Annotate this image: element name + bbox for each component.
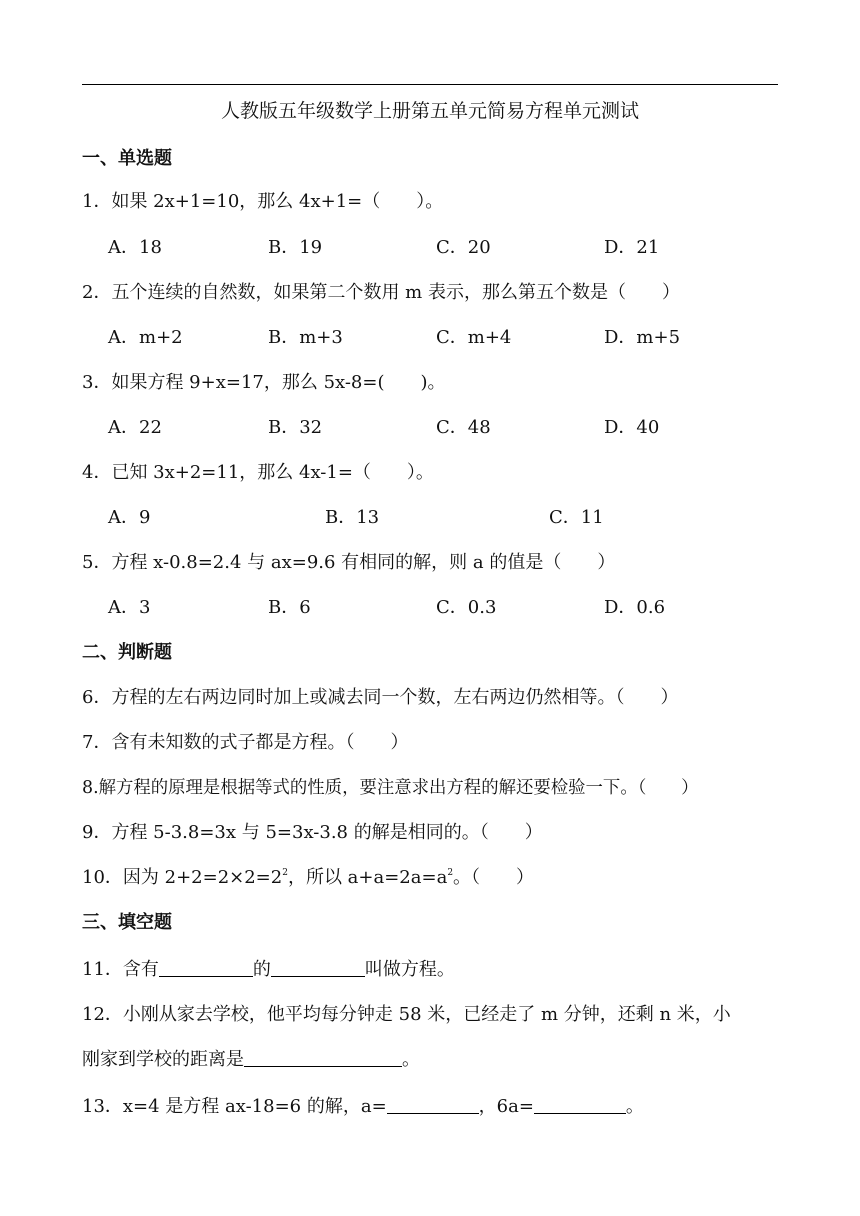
question-5: 5．方程 x-0.8=2.4 与 ax=9.6 有相同的解，则 a 的值是（ ）: [82, 552, 616, 573]
answer-blank[interactable]: [534, 1095, 626, 1114]
option-b: B．6: [268, 597, 311, 618]
question-11-part: 的: [252, 959, 271, 980]
option-d: D．40: [604, 417, 660, 438]
question-11-part: 11．含有: [82, 959, 159, 980]
option-b: B．32: [268, 417, 323, 438]
section-heading-single-choice: 一、单选题: [82, 148, 172, 169]
answer-blank[interactable]: [271, 958, 365, 977]
option-a: A．9: [108, 507, 151, 528]
question-5-options: [108, 593, 788, 617]
question-2-options: [108, 323, 788, 347]
question-7: 7．含有未知数的式子都是方程。（ ）: [82, 732, 409, 753]
option-a: A．3: [108, 597, 151, 618]
question-13-part: 13．x=4 是方程 ax-18=6 的解，a=: [82, 1096, 387, 1117]
question-4: 4．已知 3x+2=11，那么 4x-1=（ ）。: [82, 462, 434, 483]
question-1-options: [108, 233, 788, 257]
option-c: C．0.3: [436, 597, 497, 618]
question-12-line-2: [82, 1045, 420, 1071]
question-9: 9．方程 5-3.8=3x 与 5=3x-3.8 的解是相同的。（ ）: [82, 822, 543, 843]
question-10-part: 。（ ）: [453, 867, 535, 888]
option-a: A．m+2: [108, 327, 183, 348]
superscript: 2: [282, 868, 288, 878]
question-10-part: ，所以 a+a=2a=a: [287, 867, 448, 888]
question-13-part: 。: [625, 1096, 644, 1117]
superscript: 2: [447, 868, 454, 878]
option-d: D．0.6: [604, 597, 666, 618]
option-a: A．22: [108, 417, 162, 438]
question-11-part: 叫做方程。: [364, 959, 455, 980]
page-title: 人教版五年级数学上册第五单元简易方程单元测试: [220, 100, 639, 122]
question-13-part: ，6a=: [478, 1096, 534, 1117]
answer-blank[interactable]: [159, 958, 253, 977]
question-6: 6．方程的左右两边同时加上或减去同一个数，左右两边仍然相等。（ ）: [82, 687, 679, 708]
option-c: C．20: [436, 237, 491, 258]
question-12-part: 刚家到学校的距离是: [82, 1049, 244, 1070]
answer-blank[interactable]: [387, 1095, 479, 1114]
option-a: A．18: [108, 237, 162, 258]
option-c: C．m+4: [436, 327, 512, 348]
option-d: D．21: [604, 237, 660, 258]
option-b: B．m+3: [268, 327, 343, 348]
option-b: B．19: [268, 237, 323, 258]
question-12-part: 。: [402, 1049, 420, 1070]
question-10-part: 10．因为 2+2=2×2=2: [82, 867, 283, 888]
question-11: [82, 955, 455, 981]
question-12-line-1: 12．小刚从家去学校，他平均每分钟走 58 米，已经走了 m 分钟，还剩 n 米，小: [82, 1004, 731, 1025]
section-heading-true-false: 二、判断题: [82, 642, 172, 663]
header-rule: [82, 84, 778, 85]
question-1: 1．如果 2x+1=10，那么 4x+1=（ ）。: [82, 191, 444, 212]
question-2: 2．五个连续的自然数，如果第二个数用 m 表示，那么第五个数是（ ）: [82, 282, 680, 303]
section-heading-fill-blank: 三、填空题: [82, 912, 172, 933]
question-10: [82, 863, 534, 889]
option-c: C．11: [549, 507, 604, 528]
option-d: D．m+5: [604, 327, 681, 348]
question-3-options: [108, 413, 788, 437]
question-4-options: [108, 503, 788, 527]
option-c: C．48: [436, 417, 491, 438]
question-13: [82, 1092, 644, 1118]
option-b: B．13: [325, 507, 380, 528]
answer-blank[interactable]: [244, 1048, 402, 1067]
question-3: 3．如果方程 9+x=17，那么 5x-8=( )。: [82, 372, 446, 393]
question-8: 8.解方程的原理是根据等式的性质，要注意求出方程的解还要检验一下。（ ）: [82, 778, 699, 798]
